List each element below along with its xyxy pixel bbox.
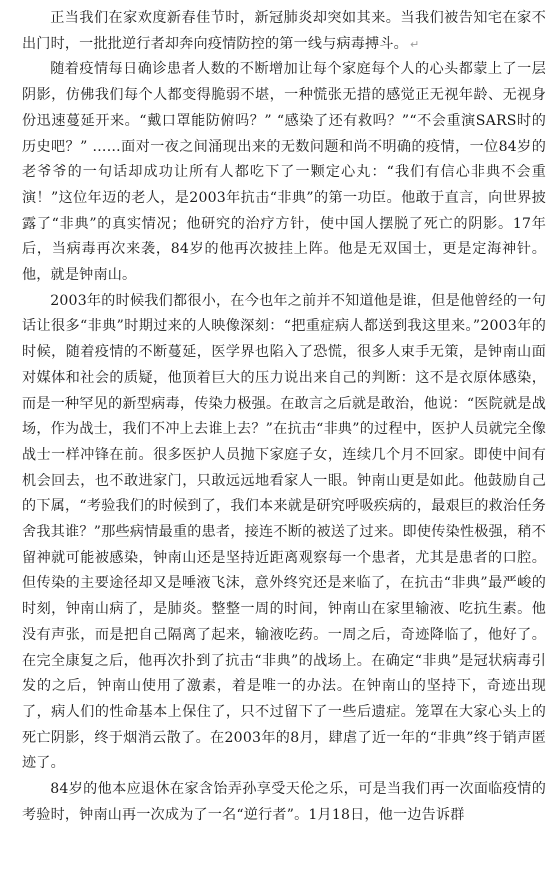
paragraph-mark-icon: ↵ [409,37,420,51]
paragraph-4-text: 84岁的他本应退休在家含饴弄孙享受天伦之乐，可是当我们再一次面临疫情的考验时，钟南山再一次成为了一名“逆行者”。1月18日，他一边告诉群 [22,781,546,823]
paragraph-1 [22,6,546,57]
paragraph-1-text: 正当我们在家欢度新春佳节时，新冠肺炎却突如其来。当我们被告知宅在家不出门时，一批批逆行者却奔向疫情防控的第一线与病毒搏斗。 [22,10,546,52]
paragraph-3 [22,289,546,777]
paragraph-2-text: 随着疫情每日确诊患者人数的不断增加让每个家庭每个人的心头都蒙上了一层阴影，仿佛我们每个人都变得脆弱不堪，一种慌张无措的感觉正无视年龄、无视身份迅速蔓延开来。“戴口罩能防俯吗？” “感染了还有救吗？”“不会重演SARS时的历史吧？” ……面对一夜之间涌现出来的无数问题和尚不明确的疫情，一位84岁的老爷爷的一句话却成功让所有人都吃下了一颗定心丸：“我们有信心非典不会重演！”这位年迈的老人，是2003年抗击“非典”的第一功臣。他敢于直言，向世界披露了“非典”的真实情况；他研究的治疗方针，使中国人摆脱了死亡的阴影。17年后，当病毒再次来袭，84岁的他再次披挂上阵。他是无双国士，更是定海神针。他，就是钟南山。 [22,61,546,284]
paragraph-2 [22,57,546,288]
paragraph-3-text: 2003年的时候我们都很小，在今也年之前并不知道他是谁，但是他曾经的一句话让很多“非典”时期过来的人映像深刻：“把重症病人都送到我这里来。”2003年的时候，随着疫情的不断蔓延，医学界也陷入了恐慌，很多人束手无策，是钟南山面对媒体和社会的质疑，他顶着巨大的压力说出来自己的判断：这不是衣原体感染，而是一种罕见的新型病毒，传染力极强。在敢言之后就是敢治，他说：“医院就是战场，作为战士，我们不冲上去谁上去？”在抗击“非典”的过程中，医护人员就完全像战士一样冲锋在前。很多医护人员抛下家庭子女，连续几个月不回家。即使中间有机会回去，也不敢进家门，只敢远远地看家人一眼。钟南山更是如此。他鼓励自己的下属，“考验我们的时候到了，我们本来就是研究呼吸疾病的，最艰巨的救治任务舍我其谁？”那些病情最重的患者，接连不断的被送了过来。即使传染性极强，稍不留神就可能被感染，钟南山还是坚持近距离观察每一个患者，尤其是患者的口腔。但传染的主要途径却又是唾液飞沫，意外终究还是来临了，在抗击“非典”最严峻的时刻，钟南山病了，是肺炎。整整一周的时间，钟南山在家里输液、吃抗生素。他没有声张，而是把自己隔离了起来，输液吃药。一周之后，奇迹降临了，他好了。在完全康复之后，他再次扑到了抗击“非典”的战场上。在确定“非典”是冠状病毒引发的之后，钟南山使用了激素，着是唯一的办法。在钟南山的坚持下，奇迹出现了，病人们的性命基本上保住了，只不过留下了一些后遗症。笼罩在大家心头上的死亡阴影，终于烟消云散了。在2003年的8月，肆虐了近一年的“非典”终于销声匿迹了。 [22,292,546,772]
paragraph-4 [22,777,546,828]
